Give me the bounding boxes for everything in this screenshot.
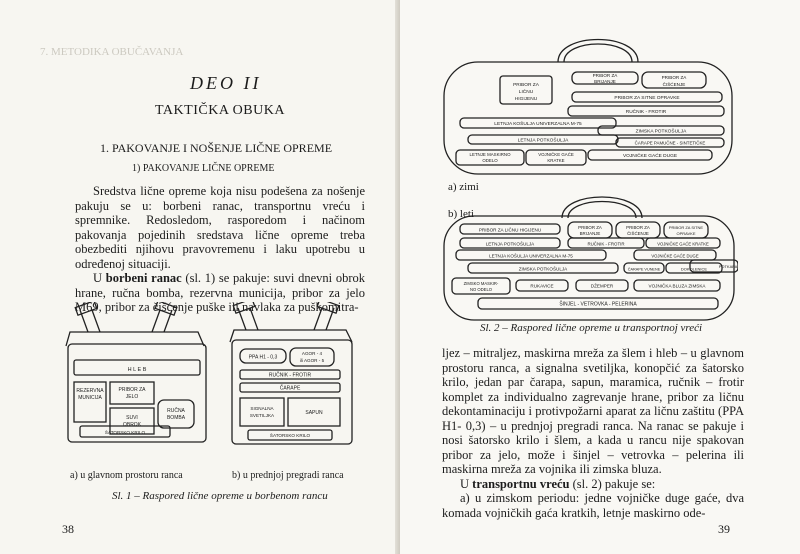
paragraph: ljez – mitraljez, maskirna mreža za šlem i hleb – u glavnom prostoru ranca, a signalna svetiljka, konopčić za šatorsko krilo, jedan par čarapa, sapun, maramica, ručnik – frotir komplet za individualno zagrevanje hrane, pribor za ličnu dekontaminaciju i protivpožarni aparat za ličnu zaštitu (PPA H1- 0,3) – u prednjoj pregradi ranca. Na ranac se pakuje i nosi šatorsko krilo i šlem, a kada u rancu nije spakovan pribor za jelo, može i šinjel – vetrovka – pelerina ili maskirna mreža za vojnika ili zimska bluza.	[442, 346, 744, 476]
label-repair-kit: PRIBOR ZA SITNE	[668, 225, 704, 230]
figure-1-caption: Sl. 1 – Raspored lične opreme u borbenom rancu	[112, 490, 328, 502]
bleed-through-text: 7. METODIKA OBUČAVANJA	[40, 46, 184, 58]
label-towel: RUČNIK - FROTIR	[587, 241, 625, 247]
bold-term: transportnu vreću	[472, 476, 570, 491]
label-summer-undershirt: LETNJA POTKOŠULJA	[485, 241, 535, 247]
label-hygiene-kit: HIGIJENU	[514, 97, 538, 102]
section-heading: 1. PAKOVANJE I NOŠENJE LIČNE OPREME	[100, 141, 333, 155]
label-hand-grenade: BOMBA	[166, 415, 186, 421]
label-soap: SAPUN	[305, 410, 323, 416]
paragraph: Sredstva lične opreme koja nisu podešena za nošenje pakuju se u: borbeni ranac, transportnu vreću i spremnike. Redosledom, rasporedom i načinom pakovanja pojedinih sredstava lične opreme treba obezbediti njihovu pravovremenu i laku upotrebu u određenoj situaciji.	[75, 184, 365, 271]
label-signal-lamp: SVETILJKA	[249, 413, 275, 418]
right-page	[400, 0, 800, 554]
label-repair-kit: OPRAVKE	[676, 231, 696, 236]
label-winter-camo: ZIMSKO MASKIR-	[463, 281, 499, 286]
label-short-underwear: VOJNIČKE GAĆE KRATKE	[657, 241, 709, 247]
bold-term: borbeni ranac	[105, 271, 182, 285]
label-towel: RUČNIK - FROTIR	[268, 372, 312, 379]
label-winter-jacket: VOJNIČKA BLUZA ZIMSKA	[648, 283, 706, 289]
paragraph: a) u zimskom periodu: jedne vojničke duge gaće, dva komada vojničkih gaća kratkih, letnje maskirno ode-	[442, 491, 744, 520]
label-hygiene-kit: PRIBOR ZA	[513, 83, 539, 88]
label-dry-ration: SUVI	[126, 415, 138, 421]
right-body-text	[442, 346, 744, 520]
label-wool-socks: ČARAPE VUNENE	[627, 267, 661, 272]
label-hygiene-kit: LIČNU	[518, 90, 534, 95]
label-cap-liner: POTKAPA	[718, 264, 738, 269]
left-body-text	[75, 184, 365, 315]
label-eating-kit: JELO	[125, 394, 139, 400]
label-hand-grenade: RUČNA	[167, 408, 185, 414]
label-knee-socks: DOKOLENICE	[680, 266, 708, 272]
label-shaving-kit: BRIJANJE	[594, 79, 616, 84]
label-repair-kit: PRIBOR ZA SITNE OPRAVKE	[614, 96, 680, 101]
label-winter-undershirt: ZIMSKA POTKOŠULJA	[518, 266, 568, 272]
figure-2a-transport-bag-winter	[438, 28, 738, 178]
label-cleaning-kit: PRIBOR ZA	[661, 75, 687, 80]
label-eating-kit: PRIBOR ZA	[118, 387, 146, 393]
page-number: 39	[718, 522, 730, 536]
label-tent-sheet: ŠATORSKO KRILO	[269, 433, 311, 438]
label-reserve-ammo: MUNICIJA	[78, 395, 102, 401]
paragraph: U borbeni ranac (sl. 1) se pakuje: suvi dnevni obrok hrane, ručna bomba, rezervna municija, pribor za jelo M69, pribor za čišćenje puške ili navlaka za puškomitra-	[75, 271, 365, 314]
label-shaving-kit: BRIJANJE	[579, 231, 601, 236]
figure-2b-transport-bag-summer	[438, 188, 738, 328]
label-coat: ŠINJEL - VETROVKA - PELERINA	[559, 301, 637, 308]
label-camo-suit: ODELO	[482, 158, 498, 163]
label-reserve-ammo: REZERVNA	[76, 388, 104, 394]
label-short-underwear: VOJNIČKE GAĆE	[538, 152, 574, 157]
subsection-heading: 1) PAKOVANJE LIČNE OPREME	[132, 163, 275, 174]
label-socks: ČARAPE PAMUČNE - SINTETIČKE	[634, 140, 706, 146]
label-long-underwear: VOJNIČKE GAĆE DUGE	[651, 253, 699, 259]
label-sweater: DŽEMPER	[590, 283, 614, 289]
figure-2-caption: Sl. 2 – Raspored lične opreme u transportnoj vreći	[480, 322, 703, 334]
chapter-heading: TAKTIČKA OBUKA	[155, 103, 285, 118]
paragraph: U transportnu vreću (sl. 2) pakuje se:	[460, 476, 656, 491]
label-agor: AGOR - 4	[301, 351, 323, 356]
figure-1b-backpack-front	[228, 302, 358, 462]
label-dry-ration: OBROK	[122, 422, 142, 428]
label-gloves: RUKAVICE	[530, 283, 554, 289]
label-towel: RUČNIK - FROTIR	[625, 110, 667, 115]
figure-1a-caption: a) u glavnom prostoru ranca	[70, 470, 183, 481]
label-cleaning-kit: ČIŠĆENJE	[662, 82, 686, 87]
label-summer-undershirt: LETNJA POTKOŠULJA	[517, 138, 569, 144]
figure-2a-label: a) zimi	[448, 181, 479, 193]
label-shaving-kit: PRIBOR ZA	[592, 73, 618, 78]
figure-1b-caption: b) u prednjoj pregradi ranca	[232, 470, 344, 481]
label-summer-shirt: LETNJA KOŠULJA UNIVERZALNA M-75	[494, 122, 582, 127]
label-camo-suit: LETNJE MASKIRNO	[469, 152, 511, 157]
label-short-underwear: KRATKE	[547, 158, 565, 163]
label-cleaning-kit: ČIŠĆENJE	[627, 231, 649, 236]
figure-2b-label: b) leti	[448, 208, 474, 220]
label-socks: ČARAPE	[279, 385, 301, 392]
label-cleaning-kit: PRIBOR ZA	[626, 225, 650, 230]
page-number: 38	[62, 522, 74, 536]
label-summer-shirt: LETNJA KOŠULJA UNIVERZALNA M-75	[489, 253, 573, 259]
label-ppa: PPA H1 - 0,3	[248, 354, 278, 361]
label-hygiene-kit: PRIBOR ZA LIČNU HIGIJENU	[478, 227, 542, 233]
label-tent-sheet: ŠATORSKO KRILO	[104, 430, 146, 435]
label-hleb: H L E B	[127, 367, 147, 373]
label-signal-lamp: SIGNALNA	[250, 406, 274, 411]
label-winter-camo: NO ODELO	[469, 287, 493, 292]
label-shaving-kit: PRIBOR ZA	[578, 225, 602, 230]
label-agor: ili AGOR - 5	[299, 358, 325, 363]
part-title: DEO II	[190, 73, 262, 93]
label-winter-undershirt: ZIMSKA POTKOŠULJA	[635, 129, 687, 135]
label-long-underwear: VOJNIČKE GAĆE DUGE	[622, 154, 678, 159]
figure-1a-backpack-main	[60, 302, 220, 462]
